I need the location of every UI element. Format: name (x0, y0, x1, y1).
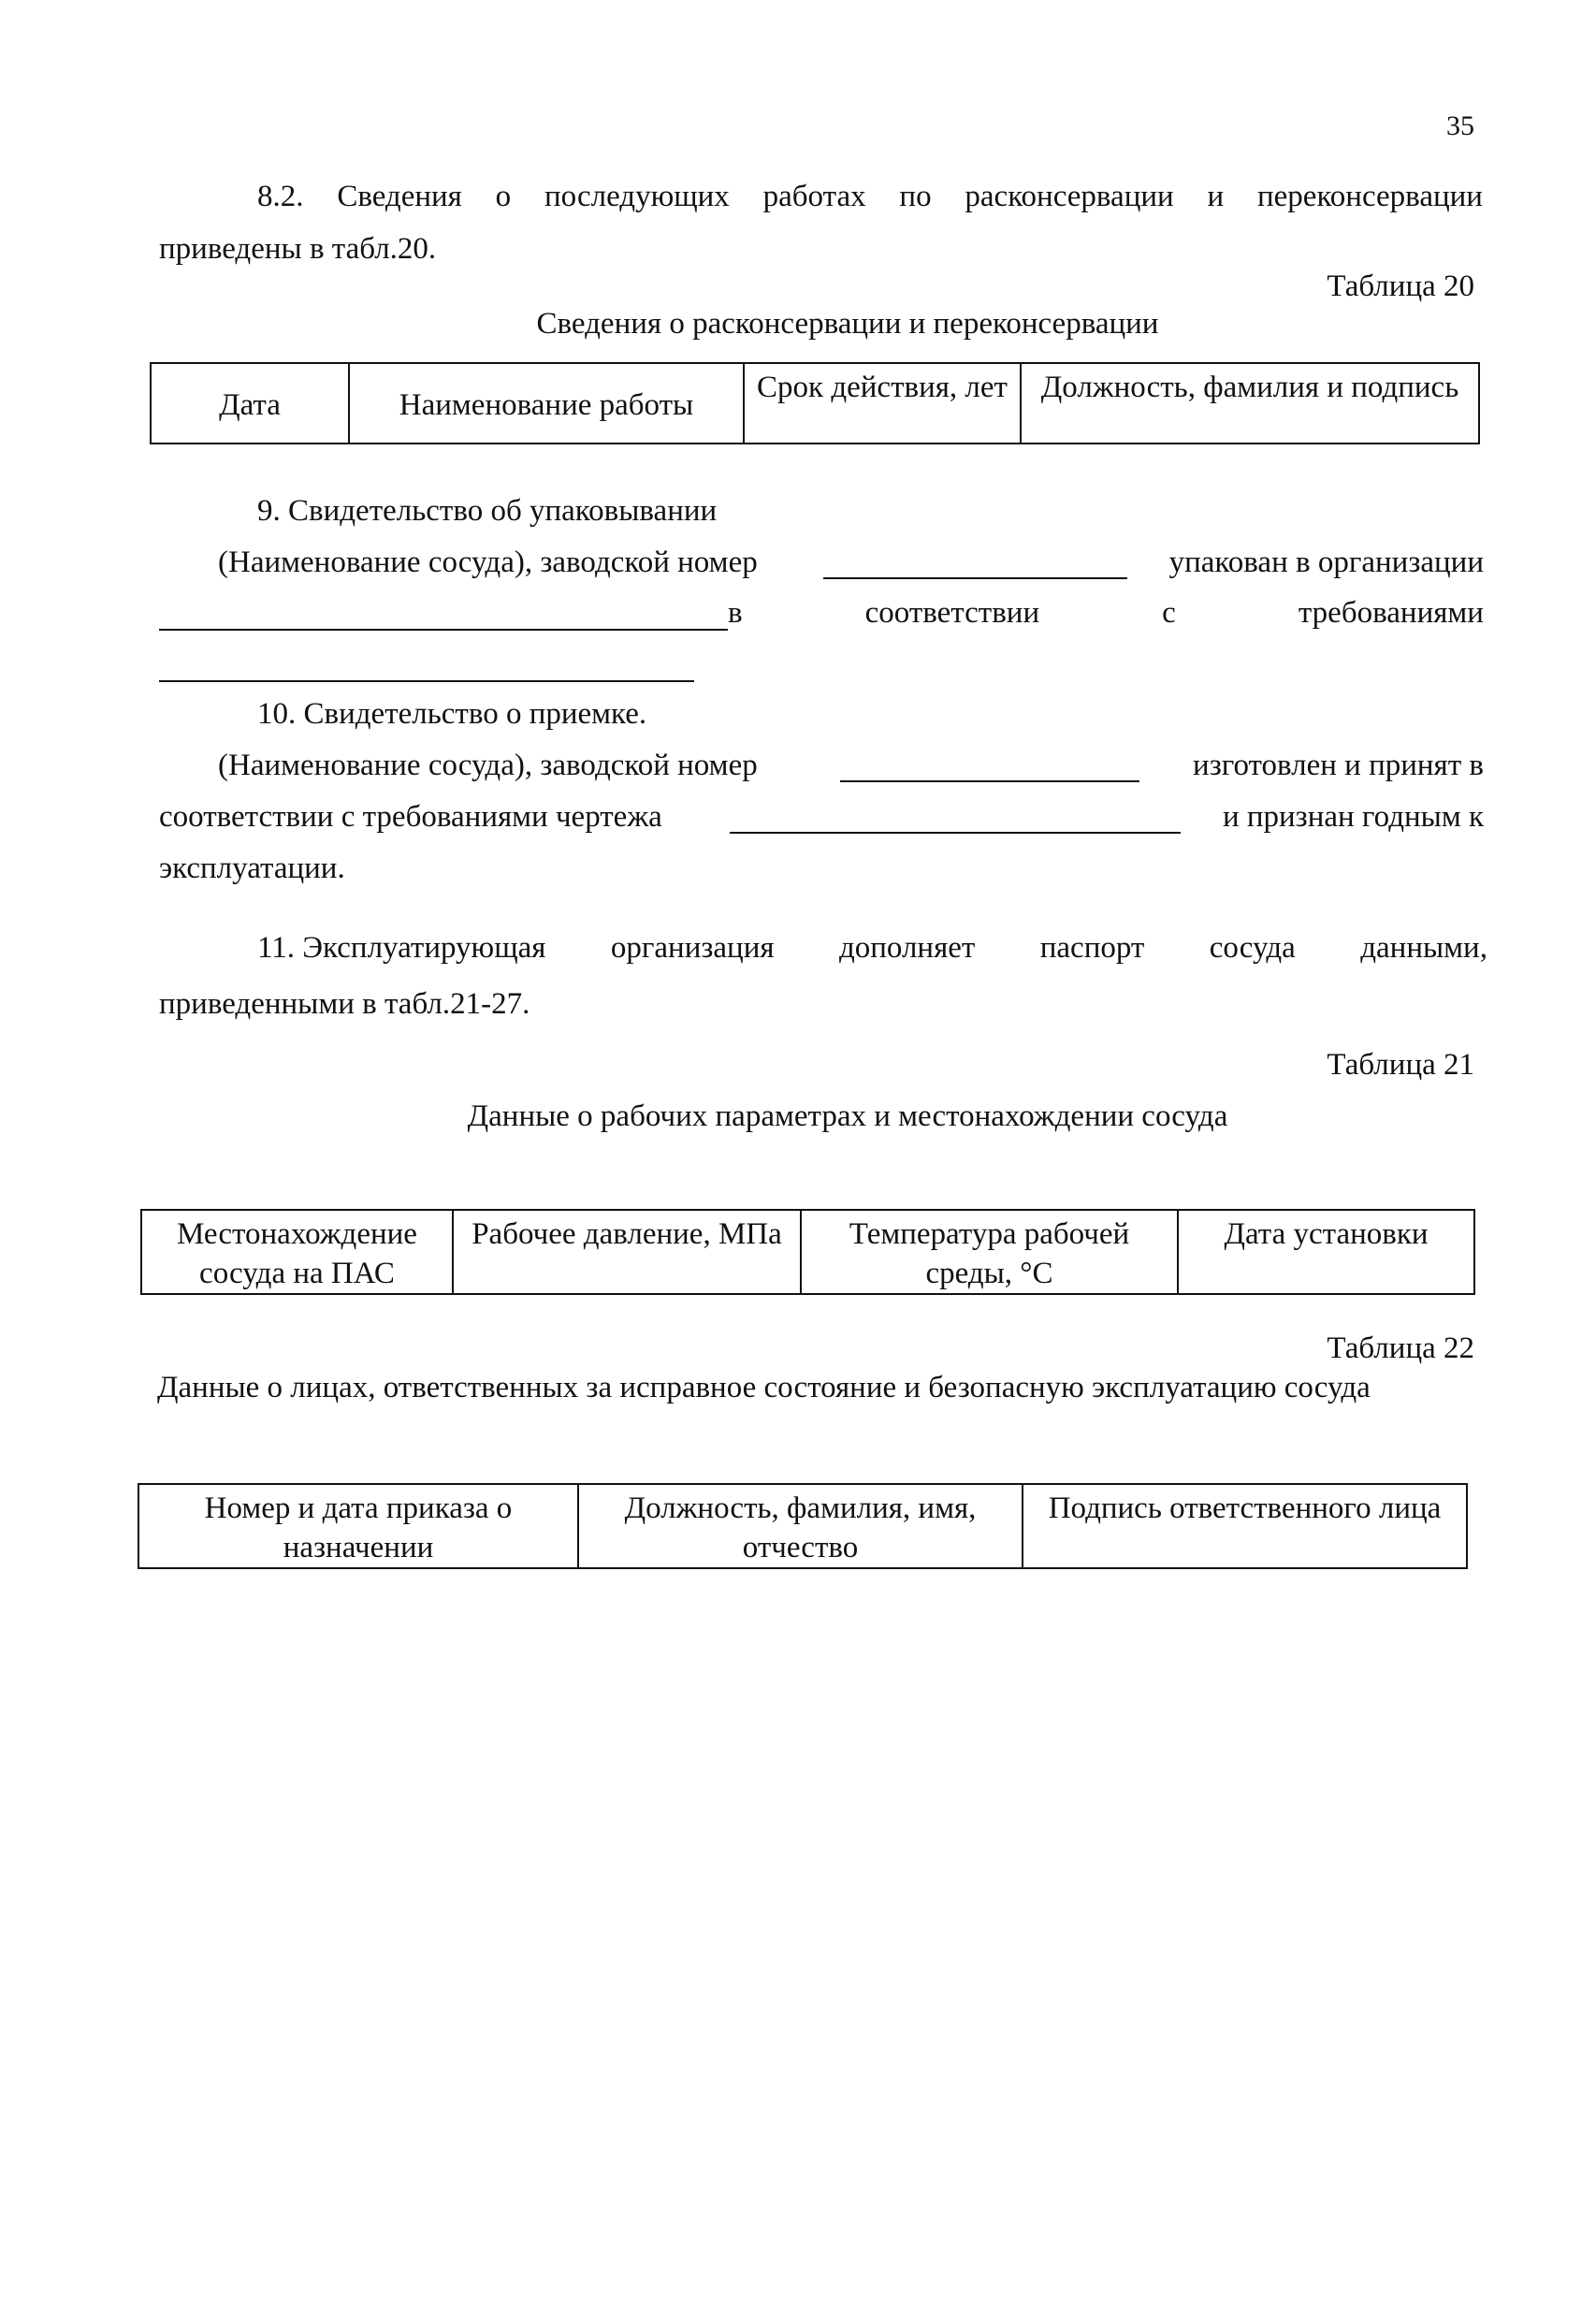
serial-number-blank (840, 780, 1139, 782)
table-header-cell: Номер и дата приказа о назначении (138, 1484, 578, 1568)
table-header-cell: Дата установки (1178, 1210, 1474, 1294)
table-header-cell: Должность, фамилия и подпись (1021, 363, 1479, 444)
table-header-cell: Должность, фамилия, имя, отчество (578, 1484, 1023, 1568)
table-22-title: Данные о лицах, ответственных за исправное состояние и безопасную эксплуатацию сосуда (157, 1371, 1371, 1404)
table-header-cell: Дата (151, 363, 349, 444)
section-9-line2: в соответствии с требованиями (728, 596, 1484, 630)
table-header-cell: Рабочее давление, МПа (453, 1210, 801, 1294)
requirements-blank (159, 680, 694, 682)
table-header-cell: Местонахождение сосуда на ПАС (141, 1210, 453, 1294)
section-10-line2-b: и признан годным к (1222, 800, 1484, 834)
section-10-line3: эксплуатации. (159, 851, 345, 885)
page-number: 35 (1446, 110, 1474, 141)
table-21-title: Данные о рабочих параметрах и местонахождении сосуда (467, 1099, 1228, 1133)
section-10-line2-a: соответствии с требованиями чертежа (159, 800, 662, 834)
table-20-title: Сведения о расконсервации и переконсервации (536, 307, 1159, 341)
table-22-label: Таблица 22 (1327, 1331, 1474, 1365)
table-21 (140, 1209, 1475, 1295)
table-header-cell: Срок действия, лет (744, 363, 1021, 444)
serial-number-blank (823, 577, 1127, 579)
table-20 (150, 362, 1480, 444)
table-20-label: Таблица 20 (1327, 269, 1474, 303)
section-8-2-line2: приведены в табл.20. (159, 232, 437, 266)
section-11-line1: 11. Эксплуатирующая организация дополняет паспорт сосуда данными, (257, 931, 1487, 965)
section-9-title: 9. Свидетельство об упаковывании (257, 494, 718, 528)
section-10-title: 10. Свидетельство о приемке. (257, 697, 647, 731)
section-8-2-line1: 8.2. Сведения о последующих работах по расконсервации и переконсервации (257, 180, 1483, 213)
section-11-line2: приведенными в табл.21-27. (159, 987, 530, 1021)
organization-blank (159, 629, 728, 631)
table-header-cell: Наименование работы (349, 363, 744, 444)
table-22 (138, 1483, 1468, 1569)
section-9-line1-a: (Наименование сосуда), заводской номер (218, 546, 758, 579)
drawing-blank (730, 832, 1181, 834)
section-9-line1-b: упакован в организации (1168, 546, 1484, 579)
table-21-label: Таблица 21 (1327, 1048, 1474, 1082)
section-10-line1-a: (Наименование сосуда), заводской номер (218, 749, 758, 782)
table-header-cell: Подпись ответственного лица (1023, 1484, 1467, 1568)
section-number: 8.2. (257, 180, 304, 213)
section-10-line1-b: изготовлен и принят в (1193, 749, 1484, 782)
table-header-cell: Температура рабочей среды, °С (801, 1210, 1178, 1294)
